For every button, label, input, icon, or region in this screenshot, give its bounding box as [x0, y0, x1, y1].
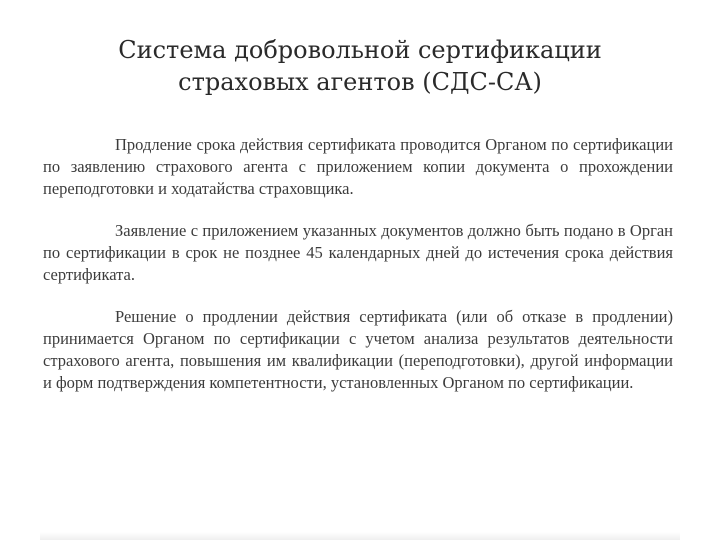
bottom-shadow-divider [40, 532, 680, 540]
paragraph-renewal-procedure: Продление срока действия сертификата проводится Органом по сертификации по заявлению страхового агента с приложением копии документа о прохождении переподготовки и ходатайства страховщика. [43, 135, 673, 198]
slide-body [43, 134, 673, 414]
paragraph-application-deadline: Заявление с приложением указанных документов должно быть подано в Орган по сертификации в срок не позднее 45 календарных дней до истечения срока действия сертификата. [43, 221, 673, 284]
slide-title-line-2: страховых агентов (СДС-СА) [178, 68, 542, 96]
slide-title [60, 34, 660, 98]
slide-title-line-1: Система добровольной сертификации [118, 36, 602, 64]
paragraph-renewal-decision: Решение о продлении действия сертификата (или об отказе в продлении) принимается Органом по сертификации с учетом анализа результатов деятельности страхового агента, повышения им квалификации (переподготовки), другой информации и форм подтверждения компетентности, установленных Органом по сертификации. [43, 307, 673, 392]
